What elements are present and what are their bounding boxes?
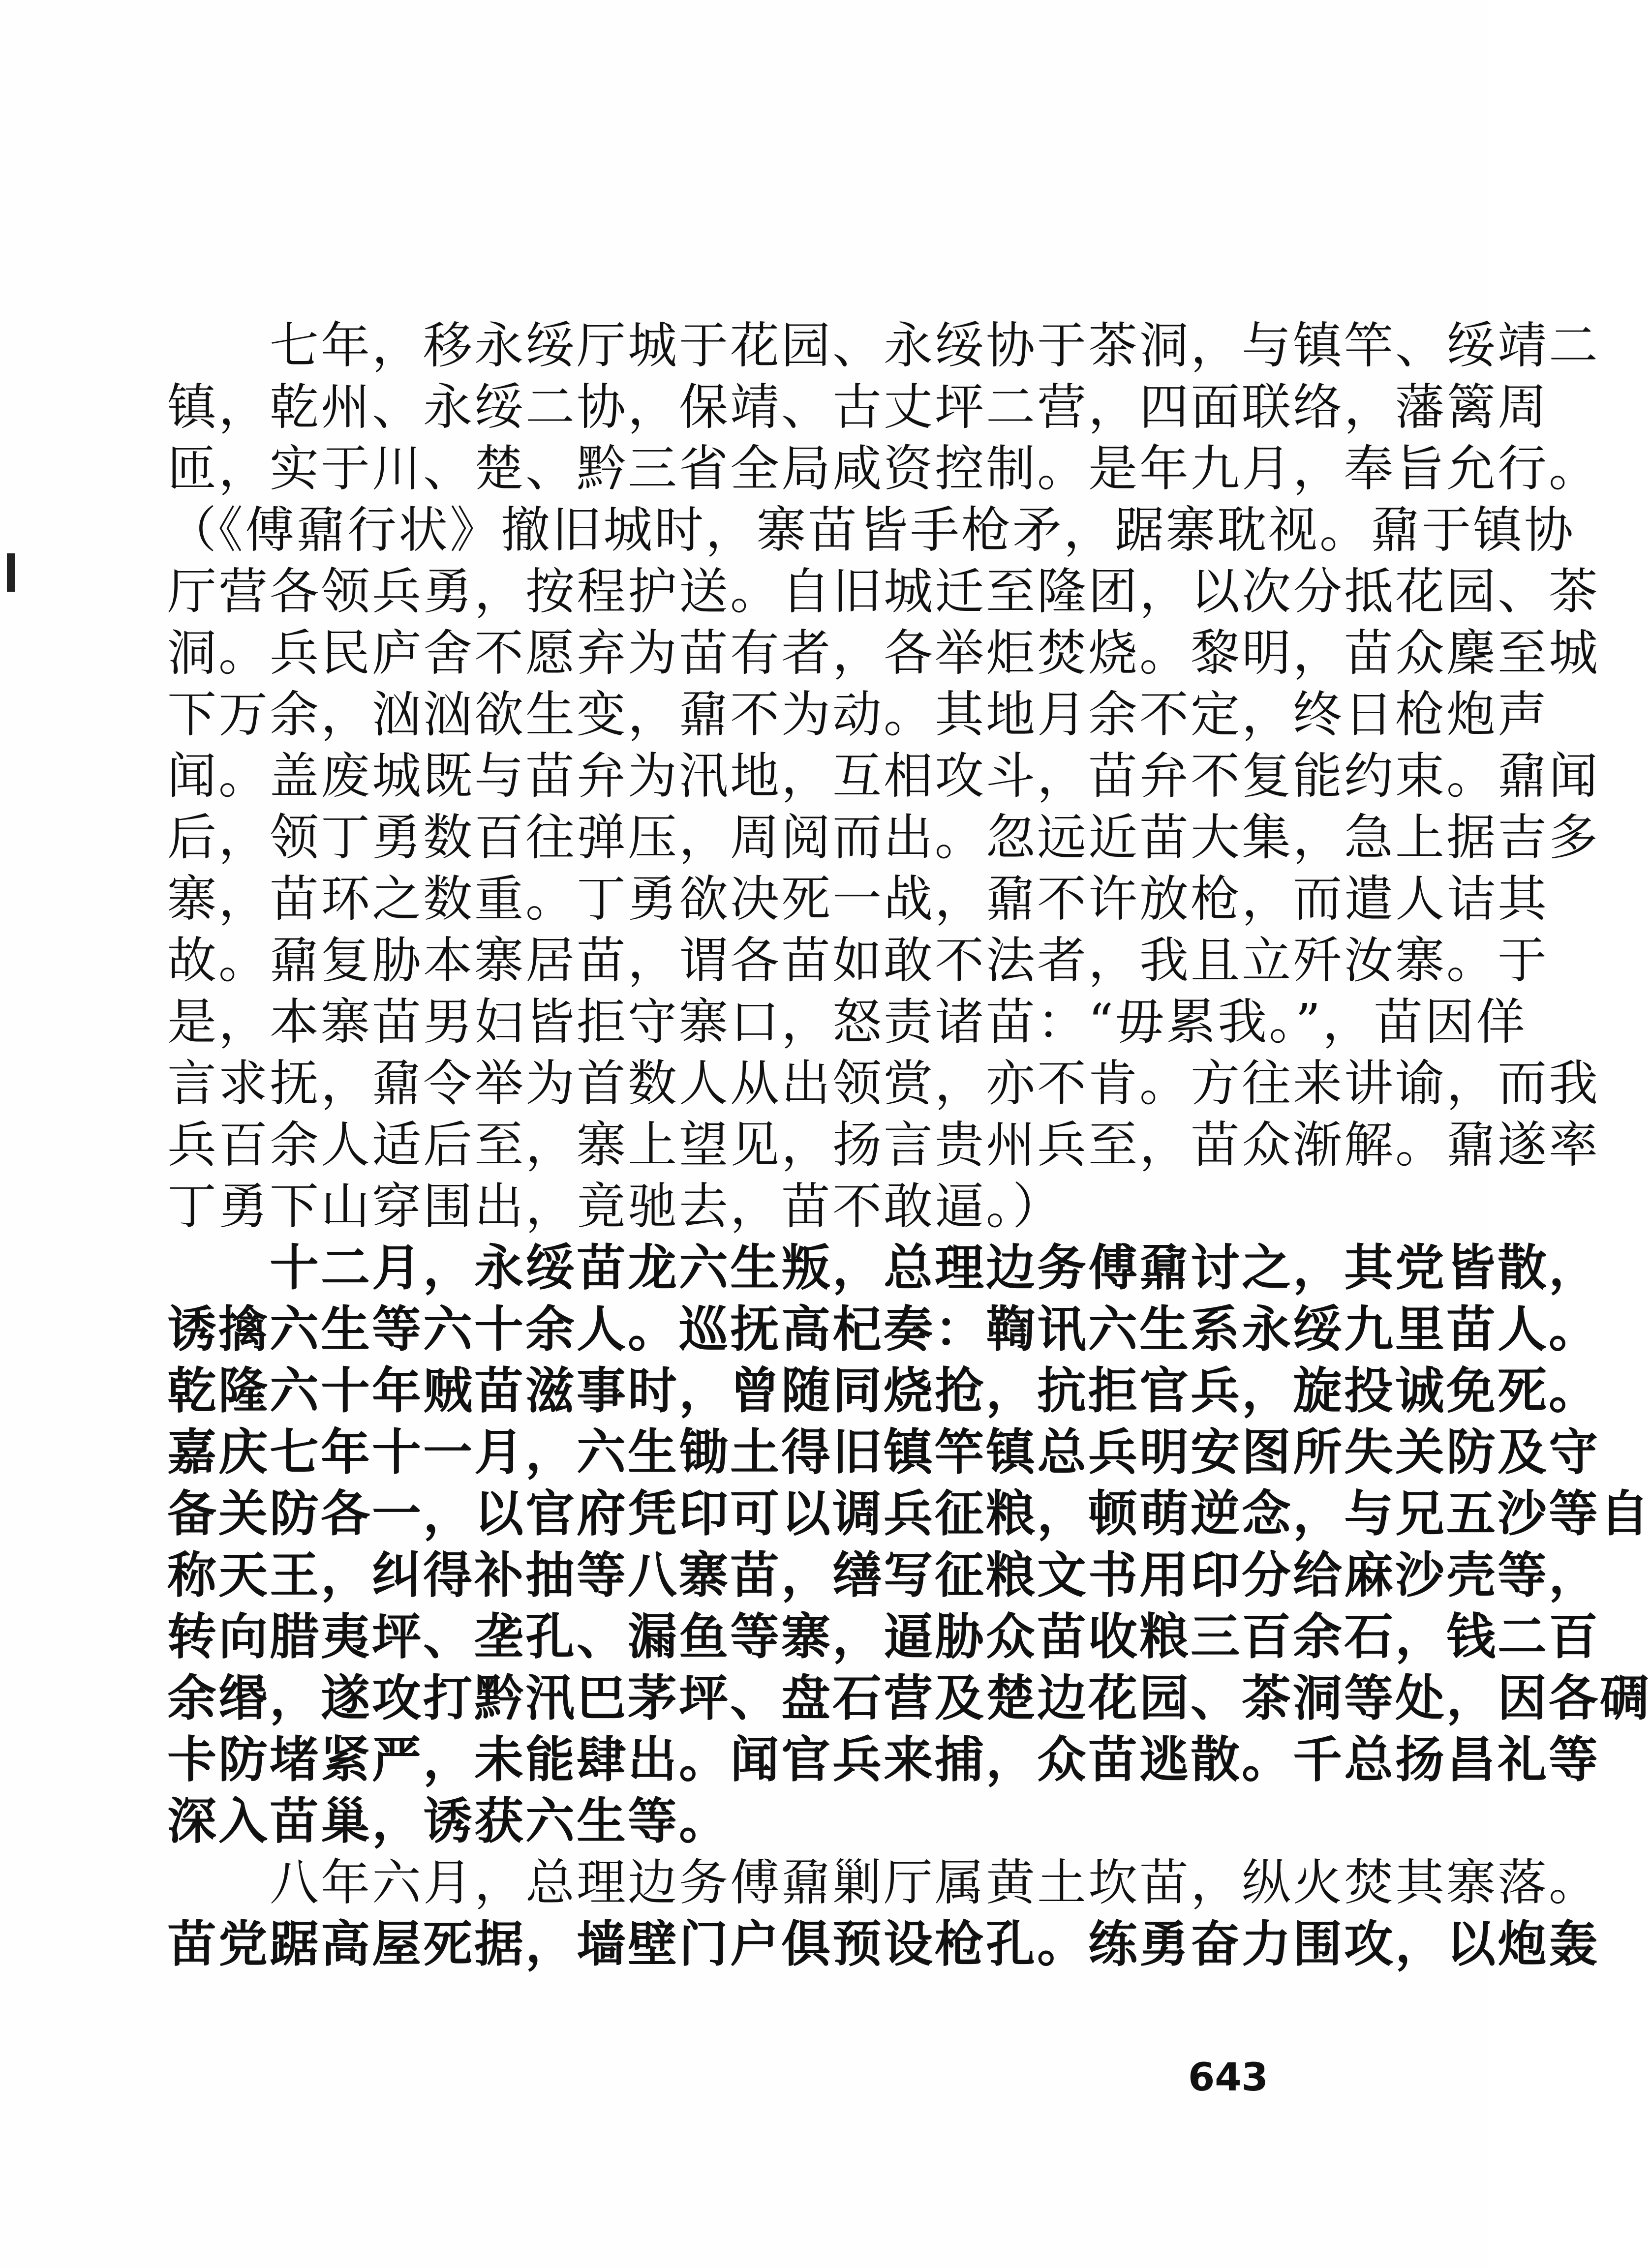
text-line: 言求抚，鼐令举为首数人从出领赏，亦不肯。方往来讲谕，而我	[167, 1055, 1600, 1112]
text-line: 后，领丁勇数百往弹压，周阅而出。忽远近苗大集，急上据吉多	[167, 809, 1600, 866]
text-line: 深入苗巢，诱获六生等。	[167, 1792, 730, 1850]
text-line: 十二月，永绥苗龙六生叛，总理边务傅鼐讨之，其党皆散，	[167, 1239, 1600, 1297]
text-line: （《傅鼐行状》撤旧城时，寨苗皆手枪矛，踞寨耽视。鼐于镇协	[167, 501, 1575, 559]
text-line: 诱擒六生等六十余人。巡抚高杞奏：鞫讯六生系永绥九里苗人。	[167, 1300, 1600, 1358]
text-line: 称天王，纠得补抽等八寨苗，缮写征粮文书用印分给麻沙壳等，	[167, 1546, 1600, 1604]
text-line: 余缗，遂攻打黔汛巴茅坪、盘石营及楚边花园、茶洞等处，因各碉	[167, 1669, 1651, 1727]
text-line: 乾隆六十年贼苗滋事时，曾随同烧抢，抗拒官兵，旋投诚免死。	[167, 1361, 1600, 1420]
text-line: 寨，苗环之数重。丁勇欲决死一战，鼐不许放枪，而遣人诘其	[167, 870, 1549, 928]
body-text	[167, 315, 1651, 1975]
text-line: 兵百余人适后至，寨上望见，扬言贵州兵至，苗众渐解。鼐遂率	[167, 1116, 1600, 1174]
page-number: 643	[1188, 2056, 1268, 2100]
text-line: 故。鼐复胁本寨居苗，谓各苗如敢不法者，我且立歼汝寨。于	[167, 932, 1549, 989]
text-line: 匝，实于川、楚、黔三省全局咸资控制。是年九月，奉旨允行。	[167, 440, 1600, 497]
text-line: 是，本寨苗男妇皆拒守寨口，怒责诸苗：“毋累我。”，苗因佯	[167, 993, 1528, 1051]
text-line: 下万余，汹汹欲生变，鼐不为动。其地月余不定，终日枪炮声	[167, 686, 1549, 743]
text-line: 嘉庆七年十一月，六生锄土得旧镇竿镇总兵明安图所失关防及守	[167, 1423, 1600, 1481]
text-line: 苗党踞高屋死据，墙壁门户俱预设枪孔。练勇奋力围攻，以炮轰	[167, 1915, 1600, 1973]
margin-mark	[7, 553, 15, 592]
text-line: 七年，移永绥厅城于花园、永绥协于茶洞，与镇竿、绥靖二	[167, 317, 1600, 374]
text-line: 厅营各领兵勇，按程护送。自旧城迁至隆团，以次分抵花园、茶	[167, 563, 1600, 620]
text-line: 备关防各一，以官府凭印可以调兵征粮，顿萌逆念，与兄五沙等自	[167, 1484, 1651, 1542]
text-line: 转向腊夷坪、垄孔、漏鱼等寨，逼胁众苗收粮三百余石，钱二百	[167, 1607, 1600, 1665]
text-line: 闻。盖废城既与苗弁为汛地，互相攻斗，苗弁不复能约束。鼐闻	[167, 747, 1600, 805]
text-line: 丁勇下山穿围出，竟驰去，苗不敢逼。）	[167, 1178, 1064, 1235]
text-line: 洞。兵民庐舍不愿弃为苗有者，各举炬焚烧。黎明，苗众麇至城	[167, 624, 1600, 682]
text-line: 镇，乾州、永绥二协，保靖、古丈坪二营，四面联络，藩篱周	[167, 378, 1549, 436]
text-line: 八年六月，总理边务傅鼐剿厅属黄土坎苗，纵火焚其寨落。	[167, 1854, 1600, 1911]
text-line: 卡防堵紧严，未能肆出。闻官兵来捕，众苗逃散。千总扬昌礼等	[167, 1730, 1600, 1788]
